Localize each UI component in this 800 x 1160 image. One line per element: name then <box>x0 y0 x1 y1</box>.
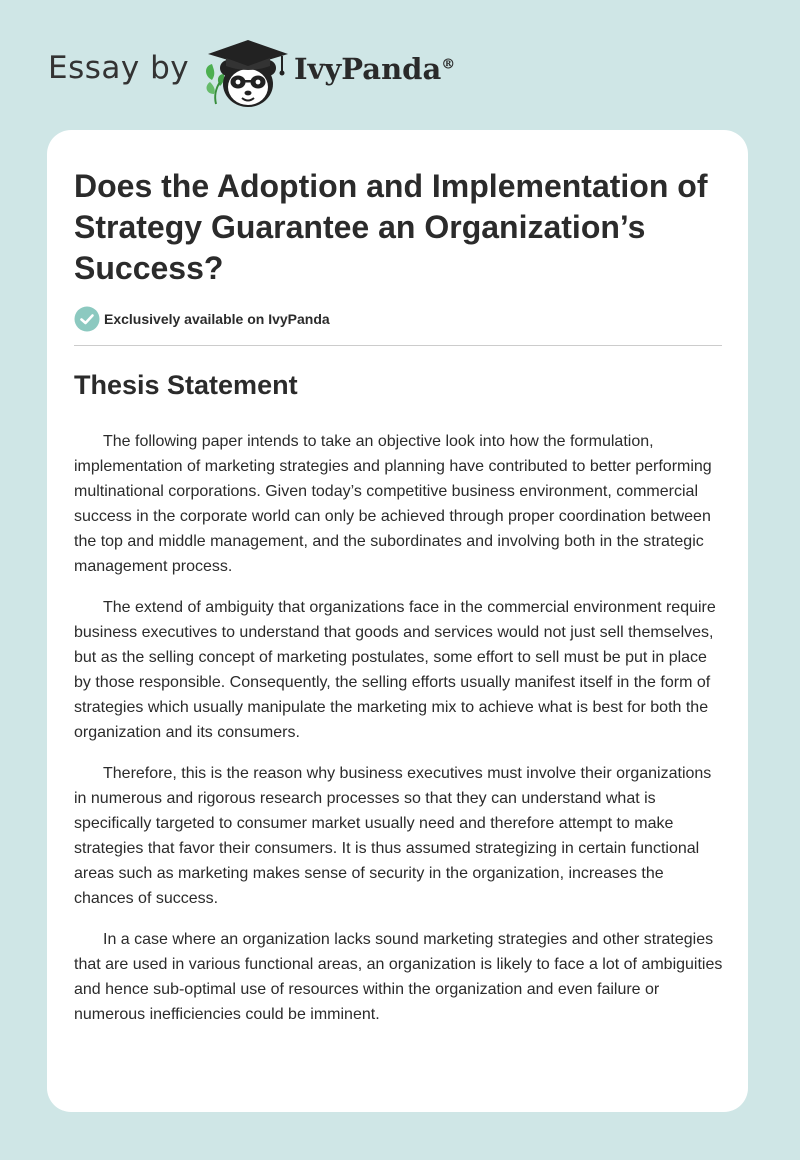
brand-text: IvyPanda <box>294 52 442 86</box>
check-circle-icon <box>74 306 100 332</box>
brand-name[interactable] <box>294 52 455 86</box>
essay-body <box>74 429 726 1043</box>
panda-graduate-logo-icon[interactable] <box>202 36 294 112</box>
exclusive-badge-label: Exclusively available on IvyPanda <box>104 311 330 327</box>
title-divider <box>74 345 722 346</box>
paragraph-3: Therefore, this is the reason why business executives must involve their organizations in numerous and rigorous research processes so that they can understand what is specifically targeted to consumer market usually need and therefore attempt to make strategies that favor their consumers. It is thus assumed strategizing in certain functional areas such as marketing makes sense of security in the organization, increases the chances of success. <box>74 765 712 907</box>
registered-mark: ® <box>441 56 456 73</box>
paragraph-4: In a case where an organization lacks sound marketing strategies and other strategies that are used in various functional areas, an organization is likely to face a lot of ambiguities and hence sub-optimal use of resources within the organization and even failure or numerous inefficiencies could be imminent. <box>74 931 723 1023</box>
site-header <box>0 0 800 130</box>
section-heading: Thesis Statement <box>74 370 298 400</box>
essay-by-label: Essay by <box>48 50 190 86</box>
exclusive-badge <box>74 306 330 332</box>
paragraph-1: The following paper intends to take an objective look into how the formulation, implementation of marketing strategies and planning have contributed to better performing multinational corporations. Given today’s competitive business environment, commercial success in the corporate world can only be achieved through proper coordination between the top and middle management, and the subordinates and involving both in the strategic management process. <box>74 433 712 575</box>
essay-title: Does the Adoption and Implementation of Strategy Guarantee an Organization’s Success? <box>74 168 708 286</box>
paragraph-2: The extend of ambiguity that organizations face in the commercial environment require business executives to understand that goods and services would not just sell themselves, but as the selling concept of marketing postulates, some effort to sell must be put in place by those responsible. Consequently, the selling efforts usually manifest itself in the form of strategies which usually manipulate the marketing mix to achieve what is best for both the organization and its consumers. <box>74 599 716 741</box>
essay-card <box>47 130 748 1112</box>
